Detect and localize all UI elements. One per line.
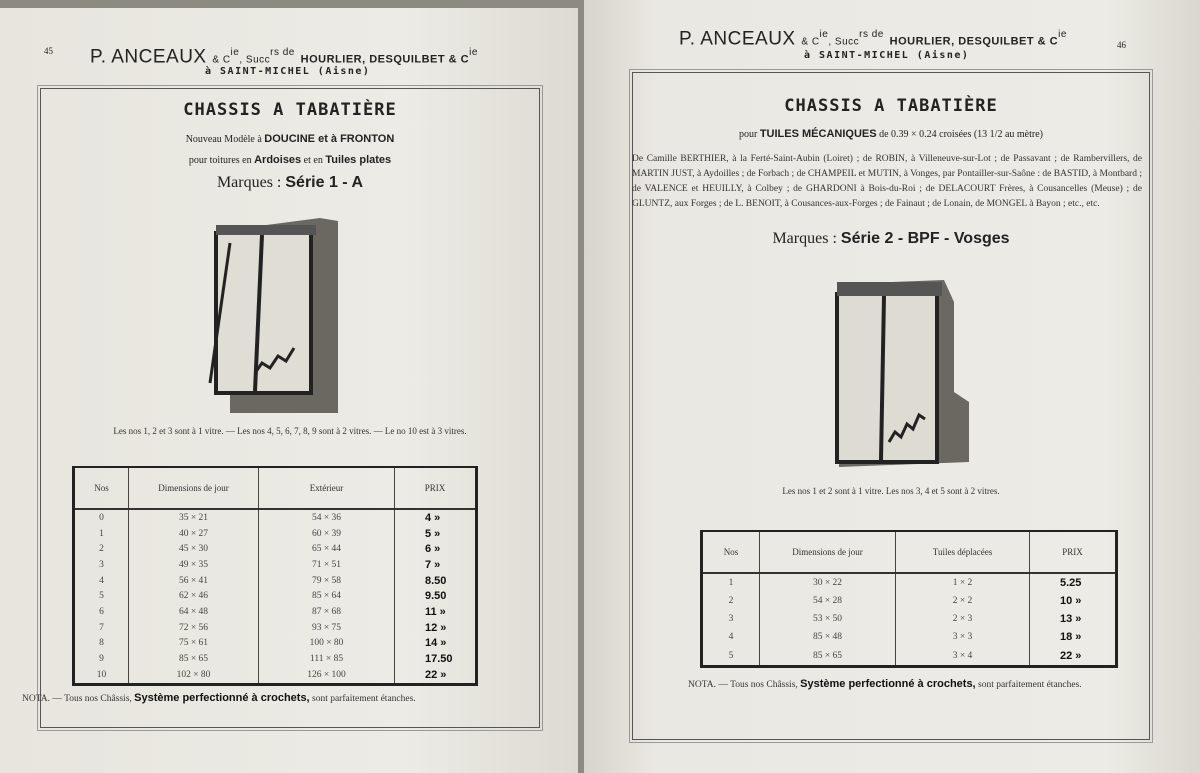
table-row <box>702 592 1117 610</box>
exterior-cell: 79 × 58 <box>259 573 395 589</box>
price-cell: 10 » <box>1030 592 1117 610</box>
price-cell: 12 » <box>395 620 477 636</box>
company-header: P. ANCEAUX & $C^{ie}$, Succ$^{rs de}$ HOURLIER, DESQUILBET & $C^{ie}$ <box>90 46 478 68</box>
price-cell: 17.50 <box>395 651 477 667</box>
tiles-cell: 3 × 3 <box>896 628 1030 646</box>
table-row <box>74 557 477 573</box>
price-cell: 8.50 <box>395 573 477 589</box>
dimensions-cell: 75 × 61 <box>129 636 259 652</box>
table-row <box>702 610 1117 628</box>
subtitle: pour toitures en Ardoises et en Tuiles plates <box>188 154 392 166</box>
dimensions-cell: 85 × 48 <box>760 628 896 646</box>
dimensions-cell: 54 × 28 <box>760 592 896 610</box>
table-row <box>74 589 477 605</box>
dimensions-cell: 49 × 35 <box>129 557 259 573</box>
table-row <box>74 620 477 636</box>
page-title: CHASSIS A TABATIÈRE <box>784 96 998 116</box>
column-header: PRIX <box>1030 531 1117 573</box>
dimensions-cell: 45 × 30 <box>129 542 259 558</box>
table-row <box>74 636 477 652</box>
dimensions-cell: 40 × 27 <box>129 526 259 542</box>
table-row <box>74 667 477 685</box>
price-table <box>700 530 1118 668</box>
tiles-cell: 2 × 2 <box>896 592 1030 610</box>
caption: Les nos 1 et 2 sont à 1 vitre. Les nos 3, 4 et 5 sont à 2 vitres. <box>782 486 1000 496</box>
exterior-cell: 71 × 51 <box>259 557 395 573</box>
dimensions-cell: 72 × 56 <box>129 620 259 636</box>
dimensions-cell: 56 × 41 <box>129 573 259 589</box>
tiles-cell: 1 × 2 <box>896 573 1030 592</box>
exterior-cell: 93 × 75 <box>259 620 395 636</box>
dimensions-cell: 102 × 80 <box>129 667 259 685</box>
company-city: à SAINT-MICHEL (Aisne) <box>804 50 970 61</box>
price-cell: 22 » <box>395 667 477 685</box>
price-cell: 11 » <box>395 604 477 620</box>
dimensions-cell: 35 × 21 <box>129 509 259 526</box>
row-number: 0 <box>74 509 129 526</box>
skylight-illustration <box>200 213 345 418</box>
dimensions-cell: 85 × 65 <box>760 646 896 666</box>
dimensions-cell: 53 × 50 <box>760 610 896 628</box>
company-header: P. ANCEAUX & $C^{ie}$, Succ$^{rs de}$ HOURLIER, DESQUILBET & $C^{ie}$ <box>679 28 1067 50</box>
exterior-cell: 111 × 85 <box>259 651 395 667</box>
tiles-cell: 3 × 4 <box>896 646 1030 666</box>
price-cell: 7 » <box>395 557 477 573</box>
column-header: Tuiles déplacées <box>896 531 1030 573</box>
price-cell: 4 » <box>395 509 477 526</box>
column-header: Dimensions de jour <box>760 531 896 573</box>
row-number: 3 <box>74 557 129 573</box>
row-number: 5 <box>74 589 129 605</box>
table-row <box>74 526 477 542</box>
column-header: PRIX <box>395 467 477 509</box>
row-number: 5 <box>702 646 760 666</box>
exterior-cell: 65 × 44 <box>259 542 395 558</box>
table-row <box>702 573 1117 592</box>
exterior-cell: 126 × 100 <box>259 667 395 685</box>
caption: Les nos 1, 2 et 3 sont à 1 vitre. — Les nos 4, 5, 6, 7, 8, 9 sont à 2 vitres. — Le no 10 est à 3 vitres. <box>113 426 467 436</box>
nota: NOTA. — Tous nos Châssis, Système perfectionné à crochets, sont parfaitement étanches. <box>22 692 416 704</box>
right-page <box>584 0 1200 773</box>
exterior-cell: 60 × 39 <box>259 526 395 542</box>
nota: NOTA. — Tous nos Châssis, Système perfectionné à crochets, sont parfaitement étanches. <box>688 678 1082 690</box>
price-cell: 13 » <box>1030 610 1117 628</box>
price-cell: 5.25 <box>1030 573 1117 592</box>
dimensions-cell: 30 × 22 <box>760 573 896 592</box>
column-header: Nos <box>702 531 760 573</box>
price-cell: 9.50 <box>395 589 477 605</box>
row-number: 6 <box>74 604 129 620</box>
column-header: Nos <box>74 467 129 509</box>
subtitle: Nouveau Modèle à DOUCINE et à FRONTON <box>185 133 395 145</box>
dimensions-cell: 85 × 65 <box>129 651 259 667</box>
table-row <box>702 646 1117 666</box>
price-cell: 6 » <box>395 542 477 558</box>
table-row <box>702 628 1117 646</box>
column-header: Extérieur <box>259 467 395 509</box>
left-page <box>0 8 578 773</box>
marques: Marques : Série 1 - A <box>216 174 364 191</box>
column-header: Dimensions de jour <box>129 467 259 509</box>
row-number: 4 <box>702 628 760 646</box>
row-number: 2 <box>702 592 760 610</box>
row-number: 8 <box>74 636 129 652</box>
row-number: 1 <box>74 526 129 542</box>
skylight-illustration <box>829 272 979 472</box>
exterior-cell: 54 × 36 <box>259 509 395 526</box>
table-row <box>74 604 477 620</box>
page-number: 46 <box>1117 40 1126 50</box>
subtitle: pour TUILES MÉCANIQUES de 0.39 × 0.24 croisées (13 1/2 au mètre) <box>738 128 1043 140</box>
manufacturers-paragraph: De Camille BERTHIER, à la Ferté-Saint-Aubin (Loiret) ; de ROBIN, à Villeneuve-sur-Lot ; de Passavant ; de Rambervillers, de MARTIN JUST, à Aydoilles ; de Forbach ; de CHAMPEIL et MUTIN, à Vonges, par Pontailler-sur-Saône : de BASTID, à Montbard ; de VALENCE et HEUILLY, à Colbey ; de GHARDONI à Bois-du-Roi ; de DELACOURT Frères, à Cousancelles (Meuse) ; de GLUNTZ, aux Forges ; de L. BENOIT, à Cousances-aux-Forges ; de Fainaut ; de Lonain, de MONGEL à Bayon ; etc., etc. <box>632 154 1142 209</box>
table-row <box>74 651 477 667</box>
exterior-cell: 100 × 80 <box>259 636 395 652</box>
company-city: à SAINT-MICHEL (Aisne) <box>205 66 371 77</box>
row-number: 1 <box>702 573 760 592</box>
row-number: 9 <box>74 651 129 667</box>
exterior-cell: 87 × 68 <box>259 604 395 620</box>
row-number: 2 <box>74 542 129 558</box>
dimensions-cell: 62 × 46 <box>129 589 259 605</box>
price-table <box>72 466 478 686</box>
marques: Marques : Série 2 - BPF - Vosges <box>772 230 1010 247</box>
table-header-row <box>74 467 477 509</box>
row-number: 7 <box>74 620 129 636</box>
table-row <box>74 542 477 558</box>
price-cell: 14 » <box>395 636 477 652</box>
dimensions-cell: 64 × 48 <box>129 604 259 620</box>
price-cell: 18 » <box>1030 628 1117 646</box>
price-cell: 22 » <box>1030 646 1117 666</box>
page-number: 45 <box>44 46 53 56</box>
table-row <box>74 573 477 589</box>
price-cell: 5 » <box>395 526 477 542</box>
table-row <box>74 509 477 526</box>
row-number: 4 <box>74 573 129 589</box>
exterior-cell: 85 × 64 <box>259 589 395 605</box>
table-header-row <box>702 531 1117 573</box>
page-title: CHASSIS A TABATIÈRE <box>183 100 397 120</box>
row-number: 3 <box>702 610 760 628</box>
row-number: 10 <box>74 667 129 685</box>
tiles-cell: 2 × 3 <box>896 610 1030 628</box>
